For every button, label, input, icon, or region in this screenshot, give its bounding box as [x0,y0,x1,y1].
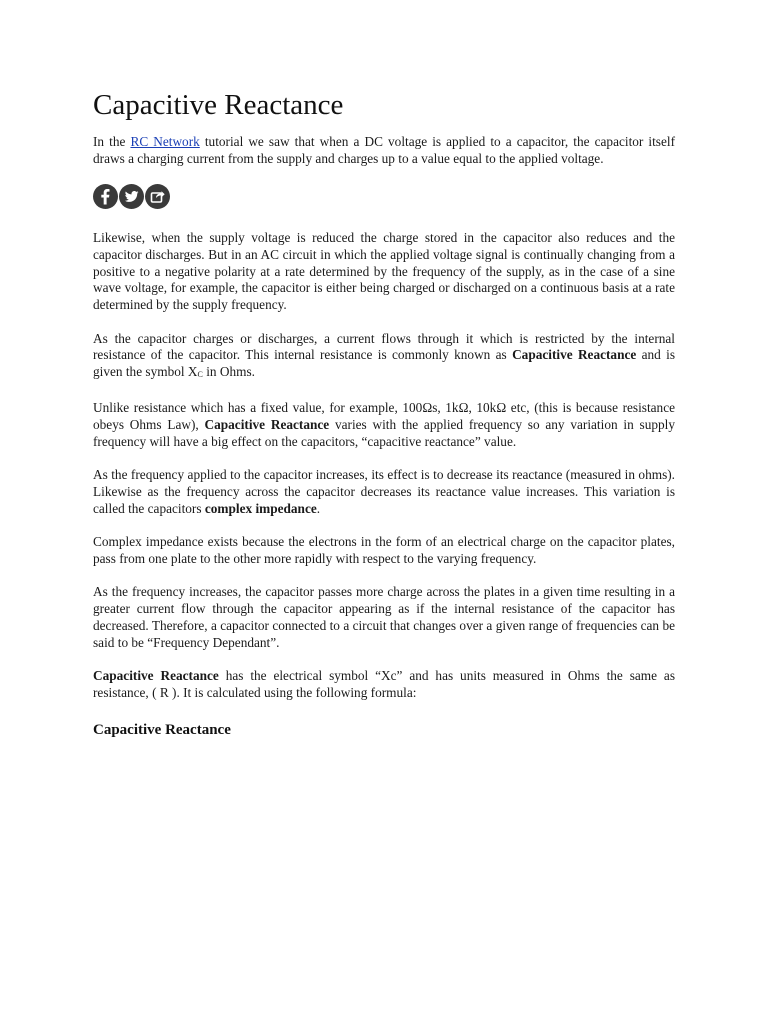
twitter-icon [119,184,144,209]
paragraph-complex-impedance: Complex impedance exists because the electrons in the form of an electrical charge on the capacitor plates, pass from one plate to the other more rapidly with respect to the varying frequency. [93,534,675,567]
rc-network-link[interactable]: RC Network [130,134,200,149]
paragraph-intro: In the RC Network tutorial we saw that when a DC voltage is applied to a capacitor, the capacitor itself draws a charging current from the supply and charges up to a value equal to the applied voltage. [93,134,675,166]
facebook-share-button[interactable] [93,184,118,209]
page-title: Capacitive Reactance [93,89,344,121]
share-button[interactable] [145,184,170,209]
paragraph-electrical-symbol: Capacitive Reactance has the electrical symbol “Xc” and has units measured in Ohms the same as resistance, ( R ). It is calculated using the following formula: [93,668,676,700]
section-heading: Capacitive Reactance [93,721,231,738]
twitter-share-button[interactable] [119,184,144,209]
share-bar [93,184,675,210]
paragraph-frequency-increase: As the frequency applied to the capacitor increases, its effect is to decrease its reactance (measured in ohms). Likewise as the frequency across the capacitor decreases its reactance value increases. This variation is called the capacitors complex impedance. [93,467,675,516]
facebook-icon [93,184,118,209]
paragraph-frequency-dependant: As the frequency increases, the capacitor passes more charge across the plates in a given time resulting in a greater current flow through the capacitor appearing as if the internal resistance of the capacitor has decreased. Therefore, a capacitor connected to a circuit that changes over a given range of frequencies can be said to be “Frequency Dependant”. [93,584,675,650]
paragraph-internal-resistance: As the capacitor charges or discharges, a current flows through it which is restricted by the internal resistance of the capacitor. This internal resistance is commonly known as Capacitive Reactance and is given the symbol $X_C$ in Ohms. [93,330,675,380]
article [93,86,675,740]
share-icon [145,184,170,209]
paragraph-unlike-resistance: Unlike resistance which has a fixed value, for example, 100Ωs, 1kΩ, 10kΩ etc, (this is because resistance obeys Ohms Law), Capacitive Reactance varies with the applied frequency so any variation in supply frequency will have a big effect on the capacitors, “capacitive reactance” value. [93,400,675,450]
paragraph-ac-circuit: Likewise, when the supply voltage is reduced the charge stored in the capacitor also reduces and the capacitor discharges. But in an AC circuit in which the applied voltage signal is continually changing from a positive to a negative polarity at a rate determined by the frequency of the supply, as in the case of a sine wave voltage, for example, the capacitor is either being charged or discharged on a continuous basis at a rate determined by the supply frequency. [93,230,675,313]
